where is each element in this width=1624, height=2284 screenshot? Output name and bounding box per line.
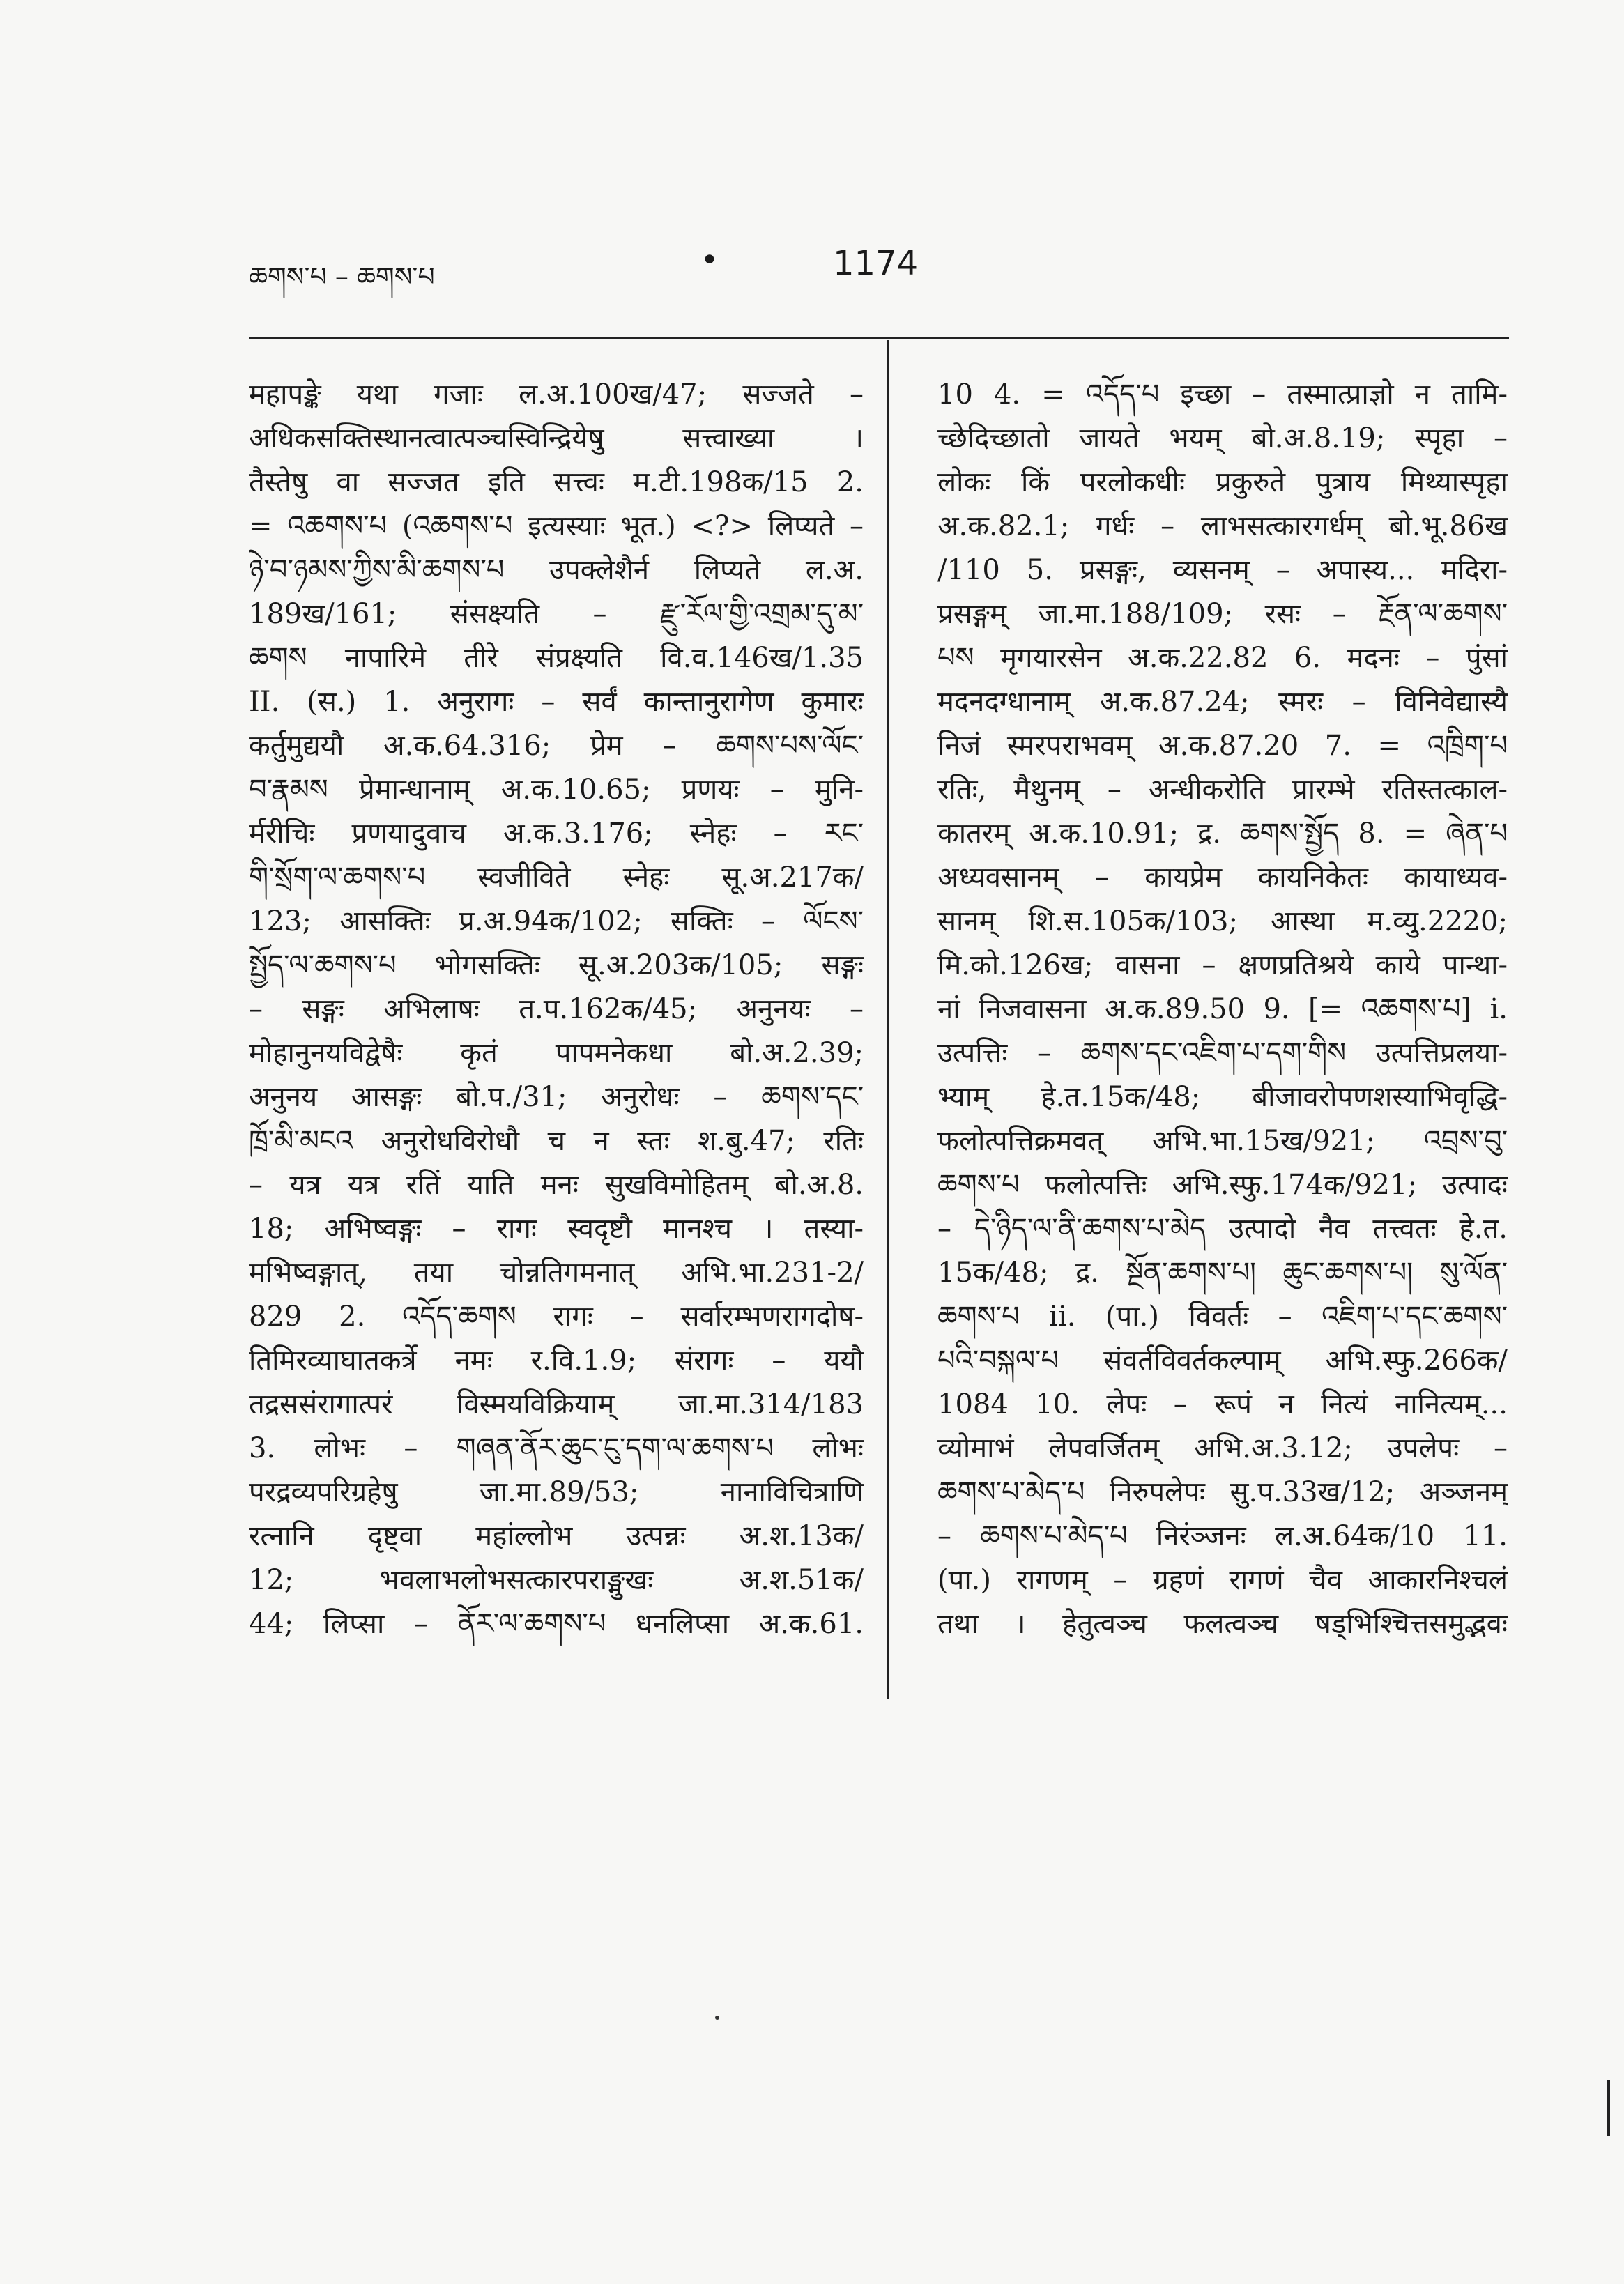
text-line: कर्तुमुद्ययौ अ.क.64.316; प्रेम – ཆགས་པས་ལོང་ — [249, 730, 864, 762]
text-line: ཉེ་བ་ཉམས་ཀྱིས་མི་ཆགས་པ उपक्लेशैर्न लिप्यते ल.अ. — [249, 554, 864, 586]
text-line: मदनदग्धानाम् अ.क.87.24; स्मरः – विनिवेद्यास्यै — [937, 686, 1508, 718]
text-line: 15क/48; द्र. སྔོན་ཆགས་པ། ཆུང་ཆགས་པ། སུ་ལོན་ — [937, 1257, 1508, 1289]
text-line: लोकः किं परलोकधीः प्रकुरुते पुत्राय मिथ्यास्पृहा — [937, 466, 1508, 498]
text-line: པས मृगयारसेन अ.क.22.82 6. मदनः – पुंसां — [937, 642, 1508, 674]
text-line: (पा.) रागणम् – ग्रहणं रागणं चैव आकारनिश्चलं — [937, 1564, 1508, 1596]
text-line: तथा । हेतुत्वञ्च फलत्वञ्च षड्भिश्चित्तसमुद्भवः — [937, 1608, 1508, 1640]
text-line: मि.को.126ख; वासना – क्षणप्रतिश्रये काये पान्था- — [937, 949, 1508, 981]
running-head: ཆགས་པ – ཆགས་པ — [249, 261, 435, 292]
left-column — [249, 373, 864, 1655]
text-line: रत्नानि दृष्ट्वा महांल्लोभ उत्पन्नः अ.श.13क/ — [249, 1520, 864, 1552]
right-column — [937, 373, 1508, 1655]
page-number: 1174 — [833, 244, 919, 283]
text-line: फलोत्पत्तिक्रमवत् अभि.भा.15ख/921; འབྲས་བུ་ — [937, 1125, 1508, 1157]
text-line: निजं स्मरपराभवम् अ.क.87.20 7. = འཁྲིག་པ — [937, 730, 1508, 762]
text-line: व्योमाभं लेपवर्जितम् अभि.अ.3.12; उपलेपः – — [937, 1432, 1508, 1464]
text-line: 829 2. འདོད་ཆགས रागः – सर्वारम्भणरागदोष- — [249, 1301, 864, 1333]
text-line: II. (स.) 1. अनुरागः – सर्वं कान्तानुरागेण कुमारः — [249, 686, 864, 718]
scan-edge-mark — [1607, 2080, 1610, 2136]
text-line: 18; अभिष्वङ्गः – रागः स्वदृष्टौ मानश्च । तस्या- — [249, 1213, 864, 1245]
text-line: भ्याम् हे.त.15क/48; बीजावरोपणशस्याभिवृद्धि- — [937, 1081, 1508, 1113]
text-line: – सङ्गः अभिलाषः त.प.162क/45; अनुनयः – — [249, 993, 864, 1025]
text-line: तद्रससंरागात्परं विस्मयविक्रियाम् जा.मा.314/183 — [249, 1388, 864, 1420]
text-line: महापङ्के यथा गजाः ल.अ.100ख/47; सज्जते – — [249, 378, 864, 411]
text-line: र्मरीचिः प्रणयादुवाच अ.क.3.176; स्नेहः – རང་ — [249, 818, 864, 850]
text-line: སྤྱོད་ལ་ཆགས་པ भोगसक्तिः सू.अ.203क/105; सङ्गः — [249, 949, 864, 981]
text-line: अध्यवसानम् – कायप्रेम कायनिकेतः कायाध्यव- — [937, 861, 1508, 894]
text-line: अ.क.82.1; गर्धः – लाभसत्कारगर्धम् बो.भू.86ख — [937, 510, 1508, 542]
header-dot: • — [700, 243, 719, 278]
text-line: – དེ་ཉིད་ལ་ནི་ཆགས་པ་མེད उत्पादो नैव तत्त्वतः हे.त. — [937, 1213, 1508, 1245]
text-line: रतिः, मैथुनम् – अन्धीकरोति प्रारम्भे रतिस्तत्काल- — [937, 774, 1508, 806]
text-line: /110 5. प्रसङ्गः, व्यसनम् – अपास्य... मदिरा- — [937, 554, 1508, 586]
text-line: परद्रव्यपरिग्रहेषु जा.मा.89/53; नानाविचित्राणि — [249, 1476, 864, 1508]
text-line: 189ख/161; संसक्ष्यति – རྫུ་རོལ་གྱི་འགྲམ་དུ་མ་ — [249, 598, 864, 630]
text-line: – यत्र यत्र रतिं याति मनः सुखविमोहितम् बो.अ.8. — [249, 1169, 864, 1201]
text-line: तैस्तेषु वा सज्जत इति सत्त्वः म.टी.198क/15 2. — [249, 466, 864, 498]
text-line: 1084 10. लेपः – रूपं न नित्यं नानित्यम्... — [937, 1388, 1508, 1420]
text-line: – ཆགས་པ་མེད་པ निरंञ्जनः ल.अ.64क/10 11. — [937, 1520, 1508, 1552]
text-line: ཆགས་པ་མེད་པ निरुपलेपः सु.प.33ख/12; अञ्जनम् — [937, 1476, 1508, 1508]
text-line: གི་སྲོག་ལ་ཆགས་པ स्वजीविते स्नेहः सू.अ.217क/ — [249, 861, 864, 894]
text-line: ཆགས་པ ii. (पा.) विवर्तः – འཇིག་པ་དང་ཆགས་ — [937, 1301, 1508, 1333]
text-line: 123; आसक्तिः प्र.अ.94क/102; सक्तिः – ལོངས་ — [249, 905, 864, 937]
text-line: ཁྲོ་མི་མངའ अनुरोधविरोधौ च न स्तः श.बु.47; रतिः — [249, 1125, 864, 1157]
text-line: 3. लोभः – གཞན་ནོར་ཆུང་ངུ་དག་ལ་ཆགས་པ लोभः — [249, 1432, 864, 1464]
text-line: 44; लिप्सा – ནོར་ལ་ཆགས་པ धनलिप्सा अ.क.61. — [249, 1608, 864, 1640]
text-line: अधिकसक्तिस्थानत्वात्पञ्चस्विन्द्रियेषु सत्त्वाख्या । — [249, 422, 864, 454]
text-line: च्छेदिच्छातो जायते भयम् बो.अ.8.19; स्पृहा – — [937, 422, 1508, 454]
text-line: नां निजवासना अ.क.89.50 9. [= འཆགས་པ] i. — [937, 993, 1508, 1025]
text-line: कातरम् अ.क.10.91; द्र. ཆགས་སྤྱོད 8. = ཞེན་པ — [937, 818, 1508, 850]
text-line: 12; भवलाभलोभसत्कारपराङ्मुखः अ.श.51क/ — [249, 1564, 864, 1596]
column-divider — [887, 340, 889, 1699]
text-line: ཆགས नापारिमे तीरे संप्रक्ष्यति वि.व.146ख/1.35 — [249, 642, 864, 674]
text-line: मभिष्वङ्गात्, तया चोन्नतिगमनात् अभि.भा.231-2/ — [249, 1257, 864, 1289]
text-line: བ་རྣམས प्रेमान्धानाम् अ.क.10.65; प्रणयः – मुनि- — [249, 774, 864, 806]
text-line: 10 4. = འདོད་པ इच्छा – तस्मात्प्राज्ञो न तामि- — [937, 378, 1508, 411]
text-line: अनुनय आसङ्गः बो.प./31; अनुरोधः – ཆགས་དང་ — [249, 1081, 864, 1113]
text-line: ཆགས་པ फलोत्पत्तिः अभि.स्फु.174क/921; उत्पादः — [937, 1169, 1508, 1201]
text-line: པའི་བསྐལ་པ संवर्तविवर्तकल्पाम् अभि.स्फु.266क/ — [937, 1344, 1508, 1377]
text-line: सानम् शि.स.105क/103; आस्था म.व्यु.2220; — [937, 905, 1508, 937]
text-line: तिमिरव्याघातकर्त्रे नमः र.वि.1.9; संरागः – ययौ — [249, 1344, 864, 1377]
text-line: उत्पत्तिः – ཆགས་དང་འཇིག་པ་དག་གིས उत्पत्तिप्रलया- — [937, 1037, 1508, 1069]
text-line: = འཆགས་པ (འཆགས་པ इत्यस्याः भूत.) <?> लिप्यते – — [249, 510, 864, 542]
text-line: मोहानुनयविद्वेषैः कृतं पापमनेकधा बो.अ.2.39; — [249, 1037, 864, 1069]
scan-speck — [715, 2016, 719, 2020]
text-line: प्रसङ्गम् जा.मा.188/109; रसः – རྔོན་ལ་ཆགས་ — [937, 598, 1508, 630]
header-rule — [249, 337, 1509, 339]
